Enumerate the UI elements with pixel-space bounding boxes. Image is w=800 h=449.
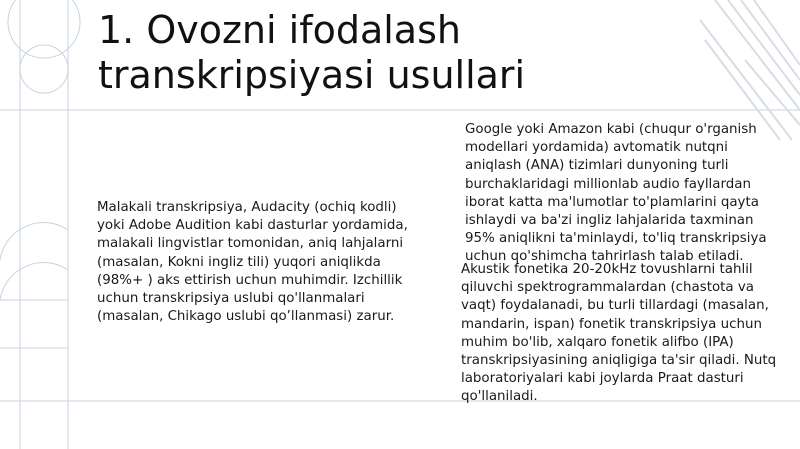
decorative-circle	[20, 45, 68, 93]
decorative-circle	[8, 0, 80, 58]
slide-title: 1. Ovozni ifodalash transkripsiyasi usullari	[98, 8, 526, 97]
paragraph-acoustic-phonetics: Akustik fonetika 20-20kHz tovushlarni tahlil qiluvchi spektrogrammalardan (chastota va vaqt) foydalanadi, bu turli tillardagi (masalan, mandarin, ispan) fonetik transkripsiya uchun muhim bo'lib, xalqaro fonetik alifbo (IPA) transkripsiyasining aniqligiga ta'sir qiladi. Nutq laboratoriyalari kabi joylarda Praat dasturi qo'llaniladi.	[461, 262, 777, 405]
decorative-arc	[0, 263, 68, 300]
paragraph-manual-transcription: Malakali transkripsiya, Audacity (ochiq kodli) yoki Adobe Audition kabi dasturlar yordamida, malakali lingvistlar tomonidan, aniq lahjalarni (masalan, Kokni ingliz tili) yuqori aniqlikda (98%+ ) aks ettirish uchun muhimdir. Izchillik uchun transkripsiya uslubi qo'llanmalari (masalan, Chikago uslubi qo’llanmasi) zarur.	[97, 200, 408, 325]
paragraph-automatic-recognition: Google yoki Amazon kabi (chuqur o'rganish modellari yordamida) avtomatik nutqni aniqlash (ANA) tizimlari dunyoning turli burchaklaridagi millionlab audio fayllardan iborat katta ma'lumotlar to'plamlarini qayta ishlaydi va ba'zi ingliz lahjalarida taxminan 95% aniqlikni ta'minlaydi, to'liq transkripsiya uchun qo'shimcha tahrirlash talab etiladi.	[465, 122, 767, 265]
decorative-arc	[0, 223, 68, 260]
